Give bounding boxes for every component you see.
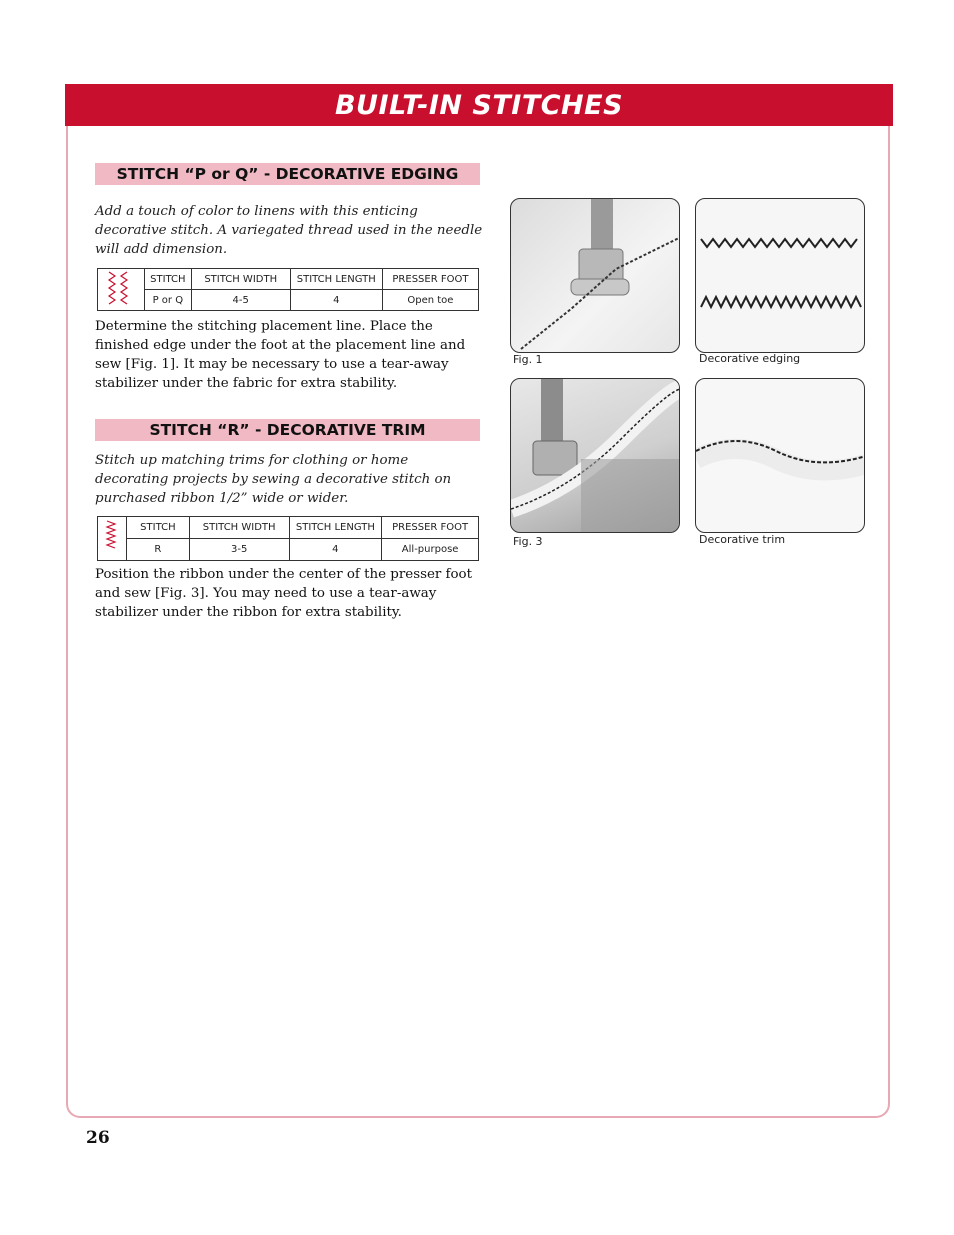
section-intro-edging: Add a touch of color to linens with this enticing decorative stitch. A variegated thread used in the needle will add dimension. — [95, 204, 483, 257]
header-stitch: STITCH — [126, 517, 189, 539]
photo-decorative-trim — [695, 378, 865, 533]
header-presser-foot: PRESSER FOOT — [382, 269, 478, 290]
section-heading-trim: STITCH “R” - DECORATIVE TRIM — [95, 419, 480, 441]
value-presser-foot: Open toe — [382, 290, 478, 311]
header-stitch-width: STITCH WIDTH — [191, 269, 290, 290]
header-stitch: STITCH — [144, 269, 191, 290]
header-stitch-length: STITCH LENGTH — [289, 517, 382, 539]
caption-decorative-edging: Decorative edging — [699, 352, 801, 365]
value-stitch-length: 4 — [290, 290, 382, 311]
page-title: BUILT-IN STITCHES — [334, 89, 624, 121]
value-stitch-length: 4 — [289, 539, 382, 561]
value-stitch: R — [126, 539, 189, 561]
section-body-edging: Determine the stitching placement line. Place the finished edge under the foot at the placement line and sew [Fig. 1]. It may be necessary to use a tear-away stabilizer under the fabric for extra stability. — [95, 319, 466, 391]
stitch-table-trim — [97, 516, 479, 561]
caption-fig3: Fig. 3 — [513, 535, 543, 548]
header-presser-foot: PRESSER FOOT — [382, 517, 479, 539]
header-stitch-length: STITCH LENGTH — [290, 269, 382, 290]
title-bar — [65, 84, 893, 126]
stitch-table-edging — [97, 268, 479, 311]
value-stitch-width: 3-5 — [189, 539, 289, 561]
stitch-pattern-icon — [98, 269, 145, 311]
value-presser-foot: All-purpose — [382, 539, 479, 561]
caption-decorative-trim: Decorative trim — [699, 533, 786, 546]
stitch-pattern-icon — [98, 517, 127, 561]
page-number: 26 — [86, 1128, 110, 1148]
caption-fig1: Fig. 1 — [513, 353, 543, 366]
photo-decorative-edging — [695, 198, 865, 353]
value-stitch-width: 4-5 — [191, 290, 290, 311]
photo-fig3-ribbon-sewing — [510, 378, 680, 533]
header-stitch-width: STITCH WIDTH — [189, 517, 289, 539]
section-intro-trim: Stitch up matching trims for clothing or home decorating projects by sewing a decorative stitch on purchased ribbon 1/2” wide or wider. — [95, 453, 452, 506]
section-body-trim: Position the ribbon under the center of the presser foot and sew [Fig. 3]. You may need to use a tear-away stabilizer under the ribbon for extra stability. — [95, 567, 472, 620]
value-stitch: P or Q — [144, 290, 191, 311]
photo-fig1-presser-foot — [510, 198, 680, 353]
section-heading-edging: STITCH “P or Q” - DECORATIVE EDGING — [95, 163, 480, 185]
